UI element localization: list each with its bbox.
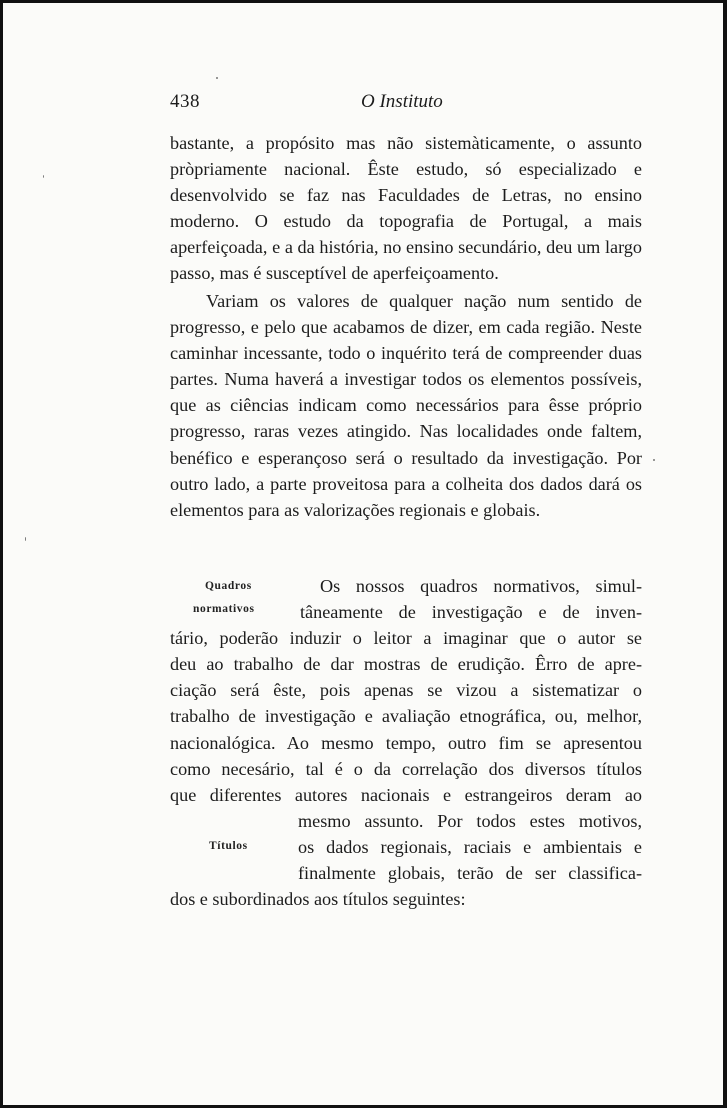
text-line: Os nossos quadros normativos, simul-	[320, 576, 642, 596]
text-line: mesmo assunto. Por todos estes motivos,	[298, 810, 642, 831]
text-line: como necesário, tal é o da correlação dos diversos títulos	[170, 758, 642, 779]
paper-speck	[653, 459, 655, 461]
paper-speck	[25, 537, 26, 541]
text-line: tário, poderão induzir o leitor a imaginar que o autor se	[170, 628, 642, 649]
text-line: nacionalógica. Ao mesmo tempo, outro fim se apresentou	[170, 732, 642, 753]
paragraph-2: Variam os valores de qualquer nação num sentido de progresso, e pelo que acabamos de dizer, em cada região. Neste caminhar incessante, todo o inquérito terá de compreender duas partes. Numa haverá a investigar todos os elementos possíveis, que as ciências indicam como necessários para êsse próprio progresso, raras vezes atingido. Nas localidades onde faltem, benéfico e esperançoso será o resultado da investigação. Por outro lado, a parte proveitosa para a colheita dos dados dará os elementos para as valorizações regionais e globais.	[170, 291, 642, 520]
page-number: 438	[170, 91, 200, 112]
text-line: que diferentes autores nacionais e estrangeiros deram ao	[170, 784, 642, 805]
sidenote-quadros: Quadros	[205, 580, 252, 592]
text-line: os dados regionais, raciais e ambientais e	[298, 836, 642, 857]
text-line: trabalho de investigação e avaliação etnográfica, ou, melhor,	[170, 706, 642, 727]
paper-speck	[216, 77, 218, 79]
paragraph-3	[170, 573, 642, 912]
paper-speck	[43, 175, 44, 178]
paragraph-1: bastante, a propósito mas não sistemàticamente, o assunto pròpriamente nacional. Êste estudo, só especializado e desenvolvido se faz nas Faculdades de Letras, no ensino moderno. O estudo da topografia de Portugal, a mais aperfeiçoada, e a da história, no ensino secundário, deu um largo passo, mas é susceptível de aperfeiçoamento.	[170, 133, 642, 284]
text-line: ciação será êste, pois apenas se vizou a sistematizar o	[170, 680, 642, 701]
sidenote-titulos: Títulos	[209, 840, 248, 852]
text-line: finalmente globais, terão de ser classifica-	[298, 863, 642, 884]
text-line: deu ao trabalho de dar mostras de erudição. Êrro de apre-	[170, 654, 642, 675]
text-line: dos e subordinados aos títulos seguintes:	[170, 889, 466, 910]
text-line: tâneamente de investigação e de inven-	[300, 602, 642, 623]
running-title: O Instituto	[361, 91, 443, 112]
sidenote-normativos: normativos	[193, 603, 255, 615]
